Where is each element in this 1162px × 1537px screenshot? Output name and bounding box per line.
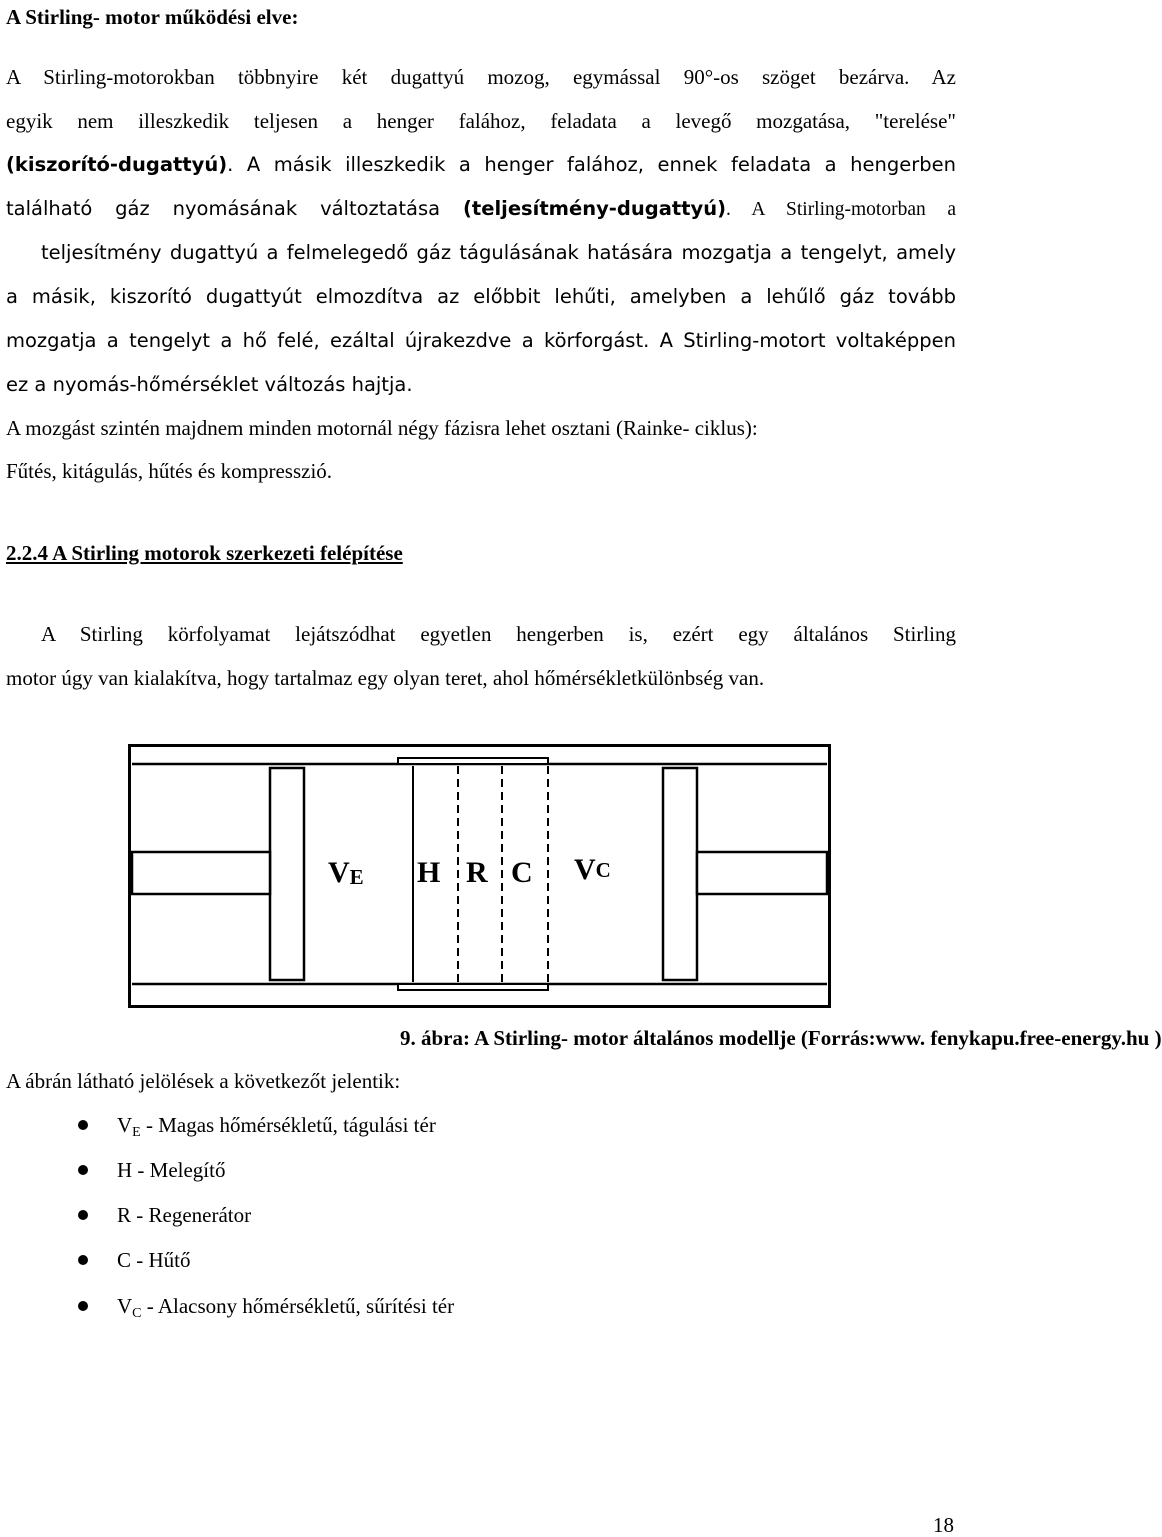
figure-caption: 9. ábra: A Stirling- motor általános modellje (Forrás:www. fenykapu.free-energy.hu ) <box>400 1026 1162 1050</box>
legend-item: H - Melegítő <box>117 1158 226 1182</box>
legend-item: $V_E$ - Magas hőmérsékletű, tágulási tér <box>117 1113 436 1140</box>
section-heading: 2.2.4 A Stirling motorok szerkezeti felépítése <box>6 541 403 565</box>
middle-block-top <box>398 758 548 764</box>
label-r: R <box>466 856 488 889</box>
paragraph-line: egyik nem illeszkedik teljesen a henger falához, feladata a levegő mozgatása, "terelése" <box>6 109 956 133</box>
bullet-icon <box>78 1120 88 1130</box>
paragraph-line: teljesítmény dugattyú a felmelegedő gáz tágulásának hatására mozgatja a tengelyt, amely <box>41 241 956 264</box>
paragraph-line: A Stirling körfolyamat lejátszódhat egyetlen hengerben is, ezért egy általános Stirling <box>41 622 956 646</box>
label-ve: VE <box>328 856 364 889</box>
bullet-icon <box>78 1255 88 1265</box>
paragraph-line: Fűtés, kitágulás, hűtés és kompresszió. <box>6 459 333 483</box>
label-vc: VC <box>574 853 611 886</box>
stirling-model-figure <box>128 744 831 1008</box>
right-piston <box>663 768 697 980</box>
legend-item: $V_C$ - Alacsony hőmérsékletű, sűrítési tér <box>117 1294 455 1321</box>
bullet-icon <box>78 1210 88 1220</box>
left-piston-rod <box>132 852 270 894</box>
legend-item: C - Hűtő <box>117 1248 191 1272</box>
stirling-diagram <box>128 744 831 1008</box>
paragraph-line: A Stirling-motorokban többnyire két dugattyú mozog, egymással 90°-os szöget bezárva. Az <box>6 65 956 89</box>
middle-block-bottom <box>398 984 548 990</box>
text-span: található gáz nyomásának változtatása <box>6 197 463 220</box>
left-piston <box>270 768 304 980</box>
paragraph-line <box>6 150 956 180</box>
text-span: . A Stirling-motorban a <box>726 199 956 220</box>
page-number: 18 <box>933 1513 954 1537</box>
page-heading: A Stirling- motor működési elve: <box>6 5 299 29</box>
bullet-icon <box>78 1301 88 1311</box>
text-span: . A másik illeszkedik a henger falához, ennek feladata a hengerben <box>227 153 956 176</box>
right-piston-rod <box>697 852 827 894</box>
paragraph-line: ez a nyomás-hőmérséklet változás hajtja. <box>6 373 413 396</box>
label-c: C <box>511 856 533 889</box>
legend-item: R - Regenerátor <box>117 1203 252 1227</box>
paragraph-line: a másik, kiszorító dugattyút elmozdítva az előbbit lehűti, amelyben a lehűlő gáz tovább <box>6 285 956 308</box>
legend-intro: A ábrán látható jelölések a következőt jelentik: <box>6 1069 401 1093</box>
term-displacer-piston: (kiszorító-dugattyú) <box>6 153 228 176</box>
bullet-icon <box>78 1165 88 1175</box>
paragraph-line: A mozgást szintén majdnem minden motornál négy fázisra lehet osztani (Rainke- ciklus): <box>6 416 758 440</box>
paragraph-line: motor úgy van kialakítva, hogy tartalmaz egy olyan teret, ahol hőmérsékletkülönbség van. <box>6 666 765 690</box>
label-h: H <box>417 856 441 889</box>
paragraph-line <box>6 194 956 224</box>
term-power-piston: (teljesítmény-dugattyú) <box>463 197 727 220</box>
paragraph-line: mozgatja a tengelyt a hő felé, ezáltal újrakezdve a körforgást. A Stirling-motort voltaképpen <box>6 329 956 352</box>
